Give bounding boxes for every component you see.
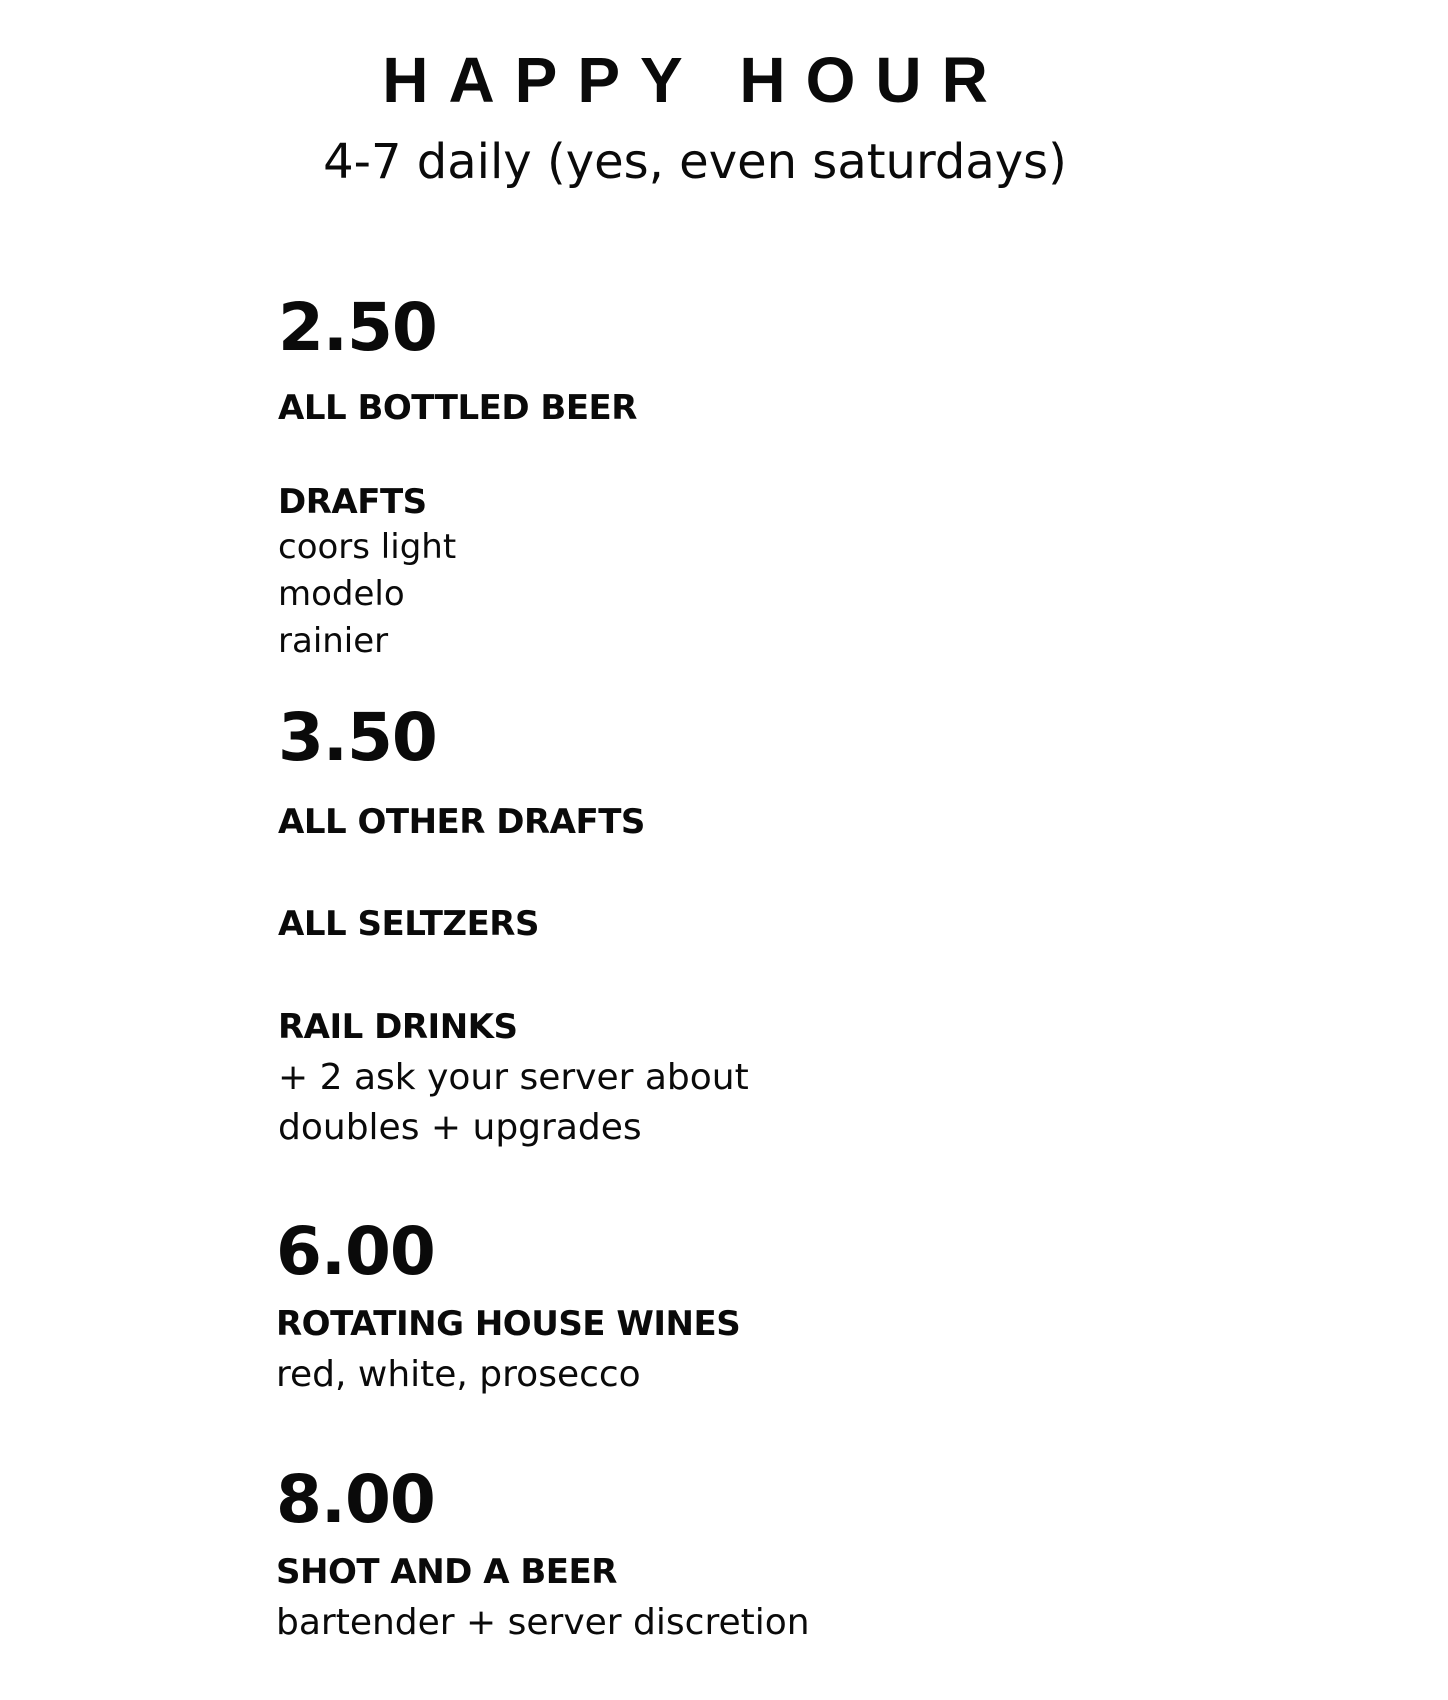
price-8-00: 8.00: [276, 1461, 435, 1538]
rail-drinks-note: + 2 ask your server about: [278, 1057, 749, 1098]
section-heading-all-bottled-beer: ALL BOTTLED BEER: [278, 388, 637, 428]
price-3-50: 3.50: [278, 699, 437, 776]
page-subtitle: 4-7 daily (yes, even saturdays): [323, 134, 1067, 190]
house-wines-note: red, white, prosecco: [276, 1354, 641, 1395]
list-item: rainier: [278, 621, 389, 661]
list-item: coors light: [278, 527, 457, 567]
price-6-00: 6.00: [276, 1213, 435, 1290]
price-2-50: 2.50: [278, 289, 437, 366]
section-heading-drafts: DRAFTS: [278, 482, 427, 522]
section-heading-rail-drinks: RAIL DRINKS: [278, 1007, 518, 1047]
rail-drinks-note: doubles + upgrades: [278, 1107, 642, 1148]
list-item: modelo: [278, 574, 405, 614]
section-heading-rotating-house-wines: ROTATING HOUSE WINES: [276, 1304, 741, 1344]
section-heading-shot-and-a-beer: SHOT AND A BEER: [276, 1552, 617, 1592]
shot-and-beer-note: bartender + server discretion: [276, 1602, 810, 1643]
section-heading-all-other-drafts: ALL OTHER DRAFTS: [278, 802, 645, 842]
page-title: HAPPY HOUR: [382, 44, 1008, 116]
section-heading-all-seltzers: ALL SELTZERS: [278, 904, 539, 944]
